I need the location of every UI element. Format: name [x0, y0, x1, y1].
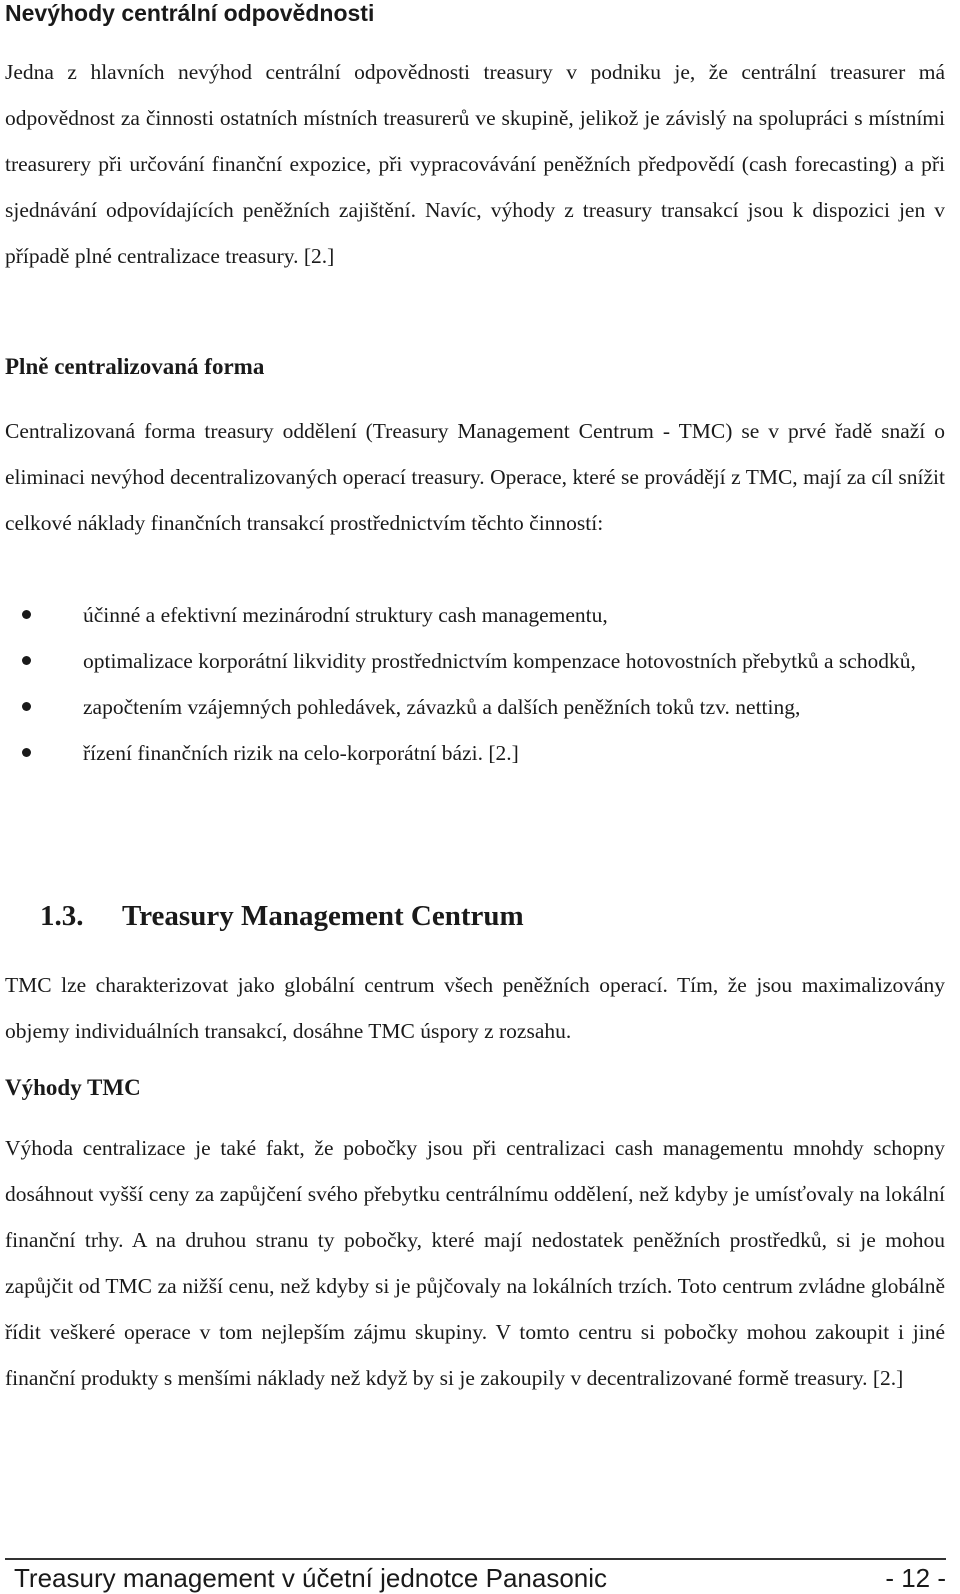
list-item-text: započtením vzájemných pohledávek, závazků a dalších peněžních toků tzv. netting, — [83, 695, 801, 719]
list-item-text: optimalizace korporátní likvidity prostřednictvím kompenzace hotovostních přebytků a schodků, — [83, 649, 916, 673]
section-title: Treasury Management Centrum — [122, 900, 524, 932]
paragraph-disadvantages: Jedna z hlavních nevýhod centrální odpovědnosti treasury v podniku je, že centrální treasurer má odpovědnost za činnosti ostatních místních treasurerů ve skupině, jelikož je závislý na spolupráci s místními treasurery při určování finanční expozice, při vypracovávání peněžních předpovědí (cash forecasting) a při sjednávání odpovídajících peněžních zajištění. Navíc, výhody z treasury transakcí jsou k dispozici jen v případě plné centralizace treasury. [2.] — [5, 60, 945, 268]
bullet-icon — [22, 610, 31, 619]
paragraph-advantages: Výhoda centralizace je také fakt, že pobočky jsou při centralizaci cash managementu mnohdy schopny dosáhnout vyšší ceny za zapůjčení svého přebytku centrálnímu oddělení, než kdyby je umísťovaly na lokální finanční trhy. A na druhou stranu ty pobočky, které mají nedostatek peněžních prostředků, si je mohou zapůjčit od TMC za nižší cenu, než kdyby si je půjčovaly na lokálních trzích. Toto centrum zvládne globálně řídit veškeré operace v tom nejlepším zájmu skupiny. V tomto centru si pobočky mohou zakoupit i jiné finanční produkty s menšími náklady než když by si je zakoupily v decentralizované formě treasury. [2.] — [5, 1136, 945, 1390]
bullet-icon — [22, 656, 31, 665]
bullet-list — [5, 592, 945, 776]
list-item — [5, 684, 945, 730]
footer-title: Treasury management v účetní jednotce Panasonic — [14, 1563, 608, 1593]
bullet-icon — [22, 748, 31, 757]
bullet-icon — [22, 702, 31, 711]
list-item — [5, 730, 945, 776]
heading-advantages: Výhody TMC — [5, 1075, 141, 1100]
heading-centralized-form: Plně centralizovaná forma — [5, 354, 265, 379]
list-item — [5, 638, 945, 684]
heading-disadvantages: Nevýhody centrální odpovědnosti — [5, 0, 375, 26]
paragraph-tmc: TMC lze charakterizovat jako globální centrum všech peněžních operací. Tím, že jsou maximalizovány objemy individuálních transakcí, dosáhne TMC úspory z rozsahu. — [5, 973, 945, 1043]
section-number: 1.3. — [40, 900, 84, 932]
list-item-text: řízení finančních rizik na celo-korporátní bázi. [2.] — [83, 741, 519, 765]
paragraph-centralized-form: Centralizovaná forma treasury oddělení (Treasury Management Centrum - TMC) se v prvé řadě snaží o eliminaci nevýhod decentralizovaných operací treasury. Operace, které se provádějí z TMC, mají za cíl snížit celkové náklady finančních transakcí prostřednictvím těchto činností: — [5, 419, 945, 535]
page-number: - 12 - — [885, 1563, 946, 1593]
footer-divider — [5, 1558, 946, 1560]
list-item — [5, 592, 945, 638]
list-item-text: účinné a efektivní mezinárodní struktury cash managementu, — [83, 603, 608, 627]
section-heading — [40, 900, 524, 933]
